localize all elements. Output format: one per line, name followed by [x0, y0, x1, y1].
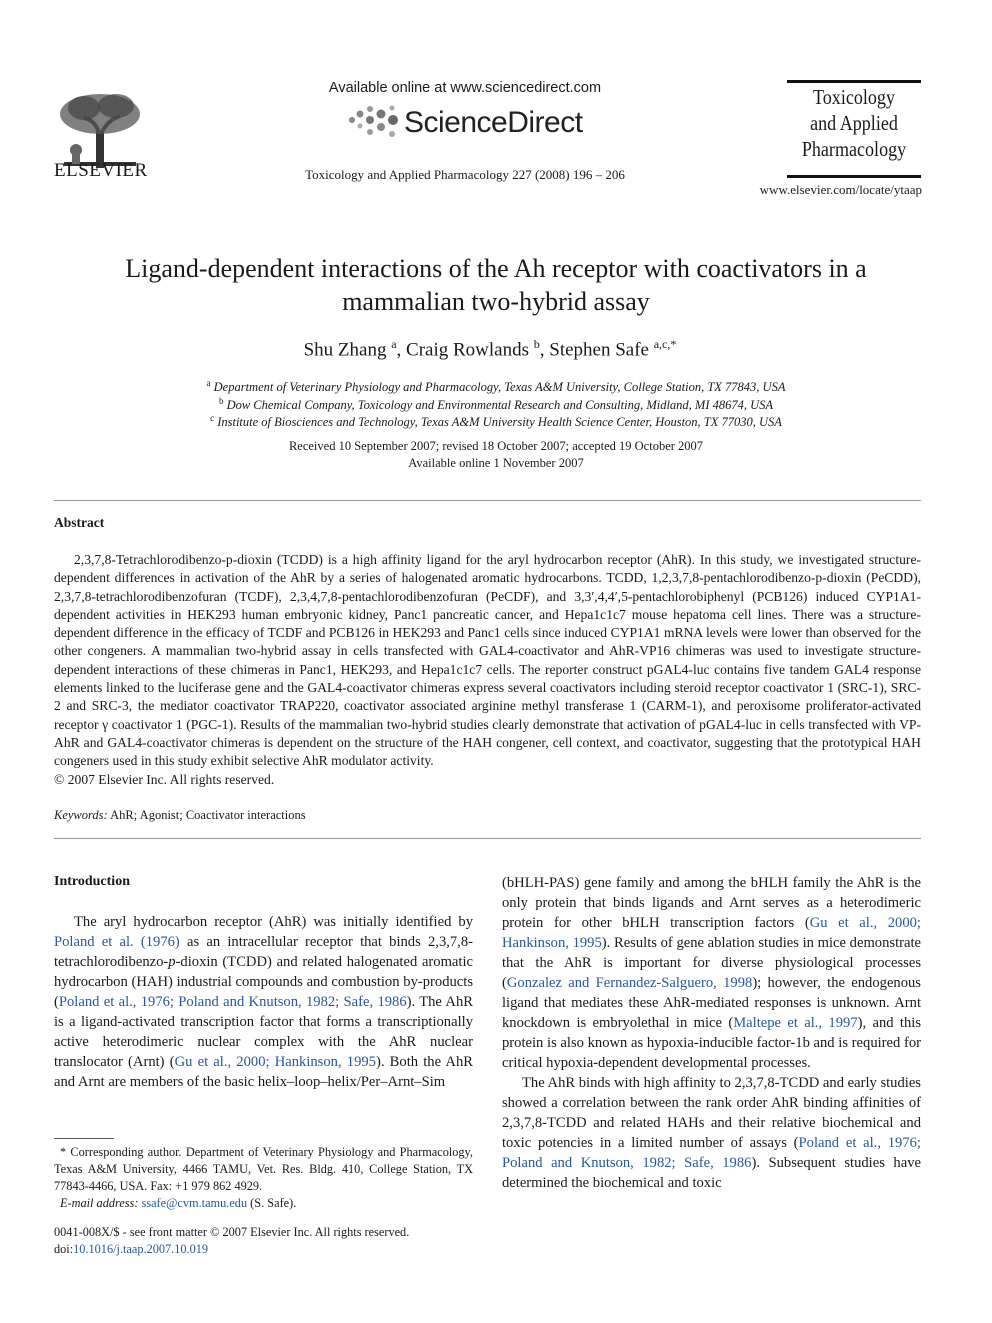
footnote — [54, 1144, 473, 1212]
text-run: ). Both the AhR and Arnt are members of the basic helix–loop–helix/Per–Arnt–Sim — [54, 1054, 473, 1090]
abstract-heading: Abstract — [54, 515, 105, 530]
author-name[interactable]: Craig Rowlands — [406, 339, 529, 361]
text-run: The aryl hydrocarbon receptor (AhR) was initially identified by — [74, 914, 473, 930]
citation-link[interactable]: Poland et al. (1976) — [54, 934, 180, 950]
text-run: ); however, the endogenous ligand that mediates these AhR-mediated responses is unknown. Arnt knockdown is embryolethal in mice ( — [502, 975, 921, 1031]
author-affiliation-sup: a,c,* — [653, 337, 677, 351]
affiliation — [100, 413, 892, 430]
text-run: ), and this protein is also known as hypoxia-inducible factor-1b and is required for critical hypoxia-dependent developmental processes. — [502, 1015, 922, 1071]
citation-link[interactable]: Maltepe et al., 1997 — [733, 1015, 858, 1031]
author-affiliation-sup: b — [533, 337, 540, 351]
affiliation-sup: a — [206, 378, 211, 388]
email-label: E-mail address: — [60, 1196, 139, 1210]
citation-link[interactable]: Gonzalez and Fernandez-Salguero, 1998 — [506, 975, 753, 991]
citation-link[interactable]: Poland et al., 1976; Poland and Knutson, 1982; Safe, 1986 — [502, 1135, 921, 1171]
text-run: ). The AhR is a ligand-activated transcription factor that forms a transcriptionally active heterodimeric nuclear complex with the AhR nuclear translocator (Arnt) ( — [54, 994, 473, 1070]
citation-link[interactable]: Gu et al., 2000; Hankinson, 1995 — [502, 915, 921, 951]
affiliation-sup: b — [218, 396, 224, 406]
doi-line — [54, 1241, 473, 1258]
author-name[interactable]: Shu Zhang — [303, 339, 387, 361]
italic-text: p — [168, 954, 176, 970]
affiliation-text: Institute of Biosciences and Technology, Texas A&M University Health Science Center, Houston, TX 77030, USA — [217, 415, 782, 430]
journal-title-line: Toxicology — [812, 85, 895, 109]
affiliation — [100, 378, 892, 395]
introduction-heading: Introduction — [54, 874, 130, 889]
divider — [54, 838, 921, 839]
issn-block — [54, 1224, 473, 1258]
keywords-label: Keywords: — [54, 808, 108, 822]
received-dates: Received 10 September 2007; revised 18 October 2007; accepted 19 October 2007 — [288, 439, 704, 453]
journal-url-link[interactable]: www.elsevier.com/locate/ytaap — [759, 182, 922, 197]
text-run: as an intracellular receptor that binds 2,3,7,8-tetrachlorodibenzo- — [54, 934, 473, 970]
doi-link[interactable]: 10.1016/j.taap.2007.10.019 — [73, 1242, 209, 1256]
abstract-copyright: © 2007 Elsevier Inc. All rights reserved. — [54, 771, 275, 787]
issn-line: 0041-008X/$ - see front matter © 2007 Elsevier Inc. All rights reserved. — [54, 1225, 410, 1239]
email-line — [54, 1195, 473, 1212]
text-run: ). Subsequent studies have determined the biochemical and toxic — [502, 1155, 921, 1191]
email-link[interactable]: ssafe@cvm.tamu.edu — [141, 1196, 248, 1210]
divider — [54, 500, 921, 501]
journal-title-line: Pharmacology — [801, 137, 907, 161]
footnote-divider — [54, 1138, 114, 1139]
article-title — [60, 252, 932, 318]
affiliation — [100, 396, 892, 413]
paragraph — [502, 1073, 921, 1193]
journal-title — [796, 84, 911, 162]
text-run: ). Results of gene ablation studies in mice demonstrate that the AhR is important for diverse physiological processes ( — [502, 935, 921, 991]
author-list: Shu Zhang $^a$, Craig Rowlands $^b$, Stephen Safe $^{a,c,*}$ — [303, 337, 677, 361]
available-online-text: Available online at www.sciencedirect.com — [328, 80, 602, 96]
body-column-left — [54, 912, 473, 1092]
corresponding-author-note: * Corresponding author. Department of Veterinary Physiology and Pharmacology, Texas A&M University, 4466 TAMU, Vet. Res. Bldg. 410, College Station, TX 77843-4466, USA. Fax: +1 979 862 4929. — [54, 1145, 473, 1193]
paragraph — [502, 873, 921, 1073]
journal-citation: Toxicology and Applied Pharmacology 227 (2008) 196 – 206 — [305, 167, 625, 182]
citation-link[interactable]: Gu et al., 2000; Hankinson, 1995 — [174, 1054, 376, 1070]
text-run: (bHLH-PAS) gene family and among the bHLH family the AhR is the only protein that binds ligands and Arnt serves as a heterodimeric protein for other bHLH transcription factors ( — [502, 875, 921, 931]
text-run: The AhR binds with high affinity to 2,3,7,8-TCDD and early studies showed a correlation between the rank order AhR binding affinities of 2,3,7,8-TCDD and related HAHs and their relative biochemical and toxic potencies in a limited number of assays ( — [502, 1075, 921, 1151]
doi-label: doi: — [54, 1242, 74, 1256]
citation-link[interactable]: Poland et al., 1976; Poland and Knutson, 1982; Safe, 1986 — [58, 994, 407, 1010]
email-suffix: (S. Safe). — [247, 1196, 297, 1210]
sciencedirect-wordmark: ScienceDirect — [404, 106, 583, 139]
keywords-text: AhR; Agonist; Coactivator interactions — [110, 808, 306, 822]
author-name[interactable]: Stephen Safe — [549, 339, 649, 361]
author-affiliation-sup: a — [391, 337, 397, 351]
sciencedirect-dots-icon — [346, 104, 404, 140]
publisher-logo-text: ELSEVIER — [54, 160, 148, 181]
journal-title-line: and Applied — [810, 111, 898, 135]
paragraph — [54, 912, 473, 1092]
body-column-right — [502, 873, 921, 1193]
affiliation-sup: c — [210, 413, 215, 423]
abstract-text: 2,3,7,8-Tetrachlorodibenzo-p-dioxin (TCDD) is a high affinity ligand for the aryl hydrocarbon receptor (AhR). In this study, we investigated structure-dependent differences in activation of the AhR by a series of halogenated aromatic hydrocarbons. TCDD, 1,2,3,7,8-pentachlorodibenzo-p-dioxin (PeCDD), 2,3,7,8-tetrachlorodibenzofuran (TCDF), 2,3,4,7,8-pentachlorodibenzofuran (PeCDF), and 3,3′,4,4′,5-pentachlorobiphenyl (PCB126) induced CYP1A1-dependent activities in HEK293 human embryonic kidney, Panc1 pancreatic cancer, and Hepa1c1c7 mouse hepatoma cell lines. There was a structure-dependent difference in the efficacy of TCDF and PCB126 in HEK293 and Panc1 cells since induced CYP1A1 mRNA levels were lower than observed for the other congeners. A mammalian two-hybrid assay in cells transfected with GAL4-coactivator and AhR-VP16 chimeras was used to investigate structure-dependent interactions of these chimeras in Panc1, HEK293, and Hepa1c1c7 cells. The reporter construct pGAL4-luc contains five tandem GAL4 response elements linked to the luciferase gene and the GAL4-coactivator chimeras express several coactivators including steroid receptor coactivator 1 (SRC-1), SRC-2 and SRC-3, the mediator coactivator TRAP220, coactivator associated arginine methyl transferase 1 (CARM-1), and peroxisome proliferator-activated receptor γ coactivator 1 (PGC-1). Results of the mammalian two-hybrid studies clearly demonstrate that activation of pGAL4-luc in cells transfected with VP-AhR and GAL4-coactivator chimeras is dependent on the structure of the HAH congener, cell context, and coactivator, suggesting that the prototypical HAH congeners used in this study exhibit selective AhR modulator activity. — [54, 552, 921, 769]
available-online-date: Available online 1 November 2007 — [408, 456, 584, 470]
abstract-body — [54, 551, 921, 789]
text-run: -dioxin (TCDD) and related halogenated aromatic hydrocarbon (HAH) industrial compounds and combustion by-products ( — [54, 954, 473, 1010]
affiliation-text: Dow Chemical Company, Toxicology and Environmental Research and Consulting, Midland, MI 48674, USA — [226, 398, 774, 413]
article-title-line: Ligand-dependent interactions of the Ah receptor with coactivators in a — [125, 254, 867, 283]
keywords — [54, 808, 306, 823]
affiliation-text: Department of Veterinary Physiology and Pharmacology, Texas A&M University, College Station, TX 77843, USA — [213, 380, 786, 395]
article-title-line: mammalian two-hybrid assay — [342, 287, 650, 316]
